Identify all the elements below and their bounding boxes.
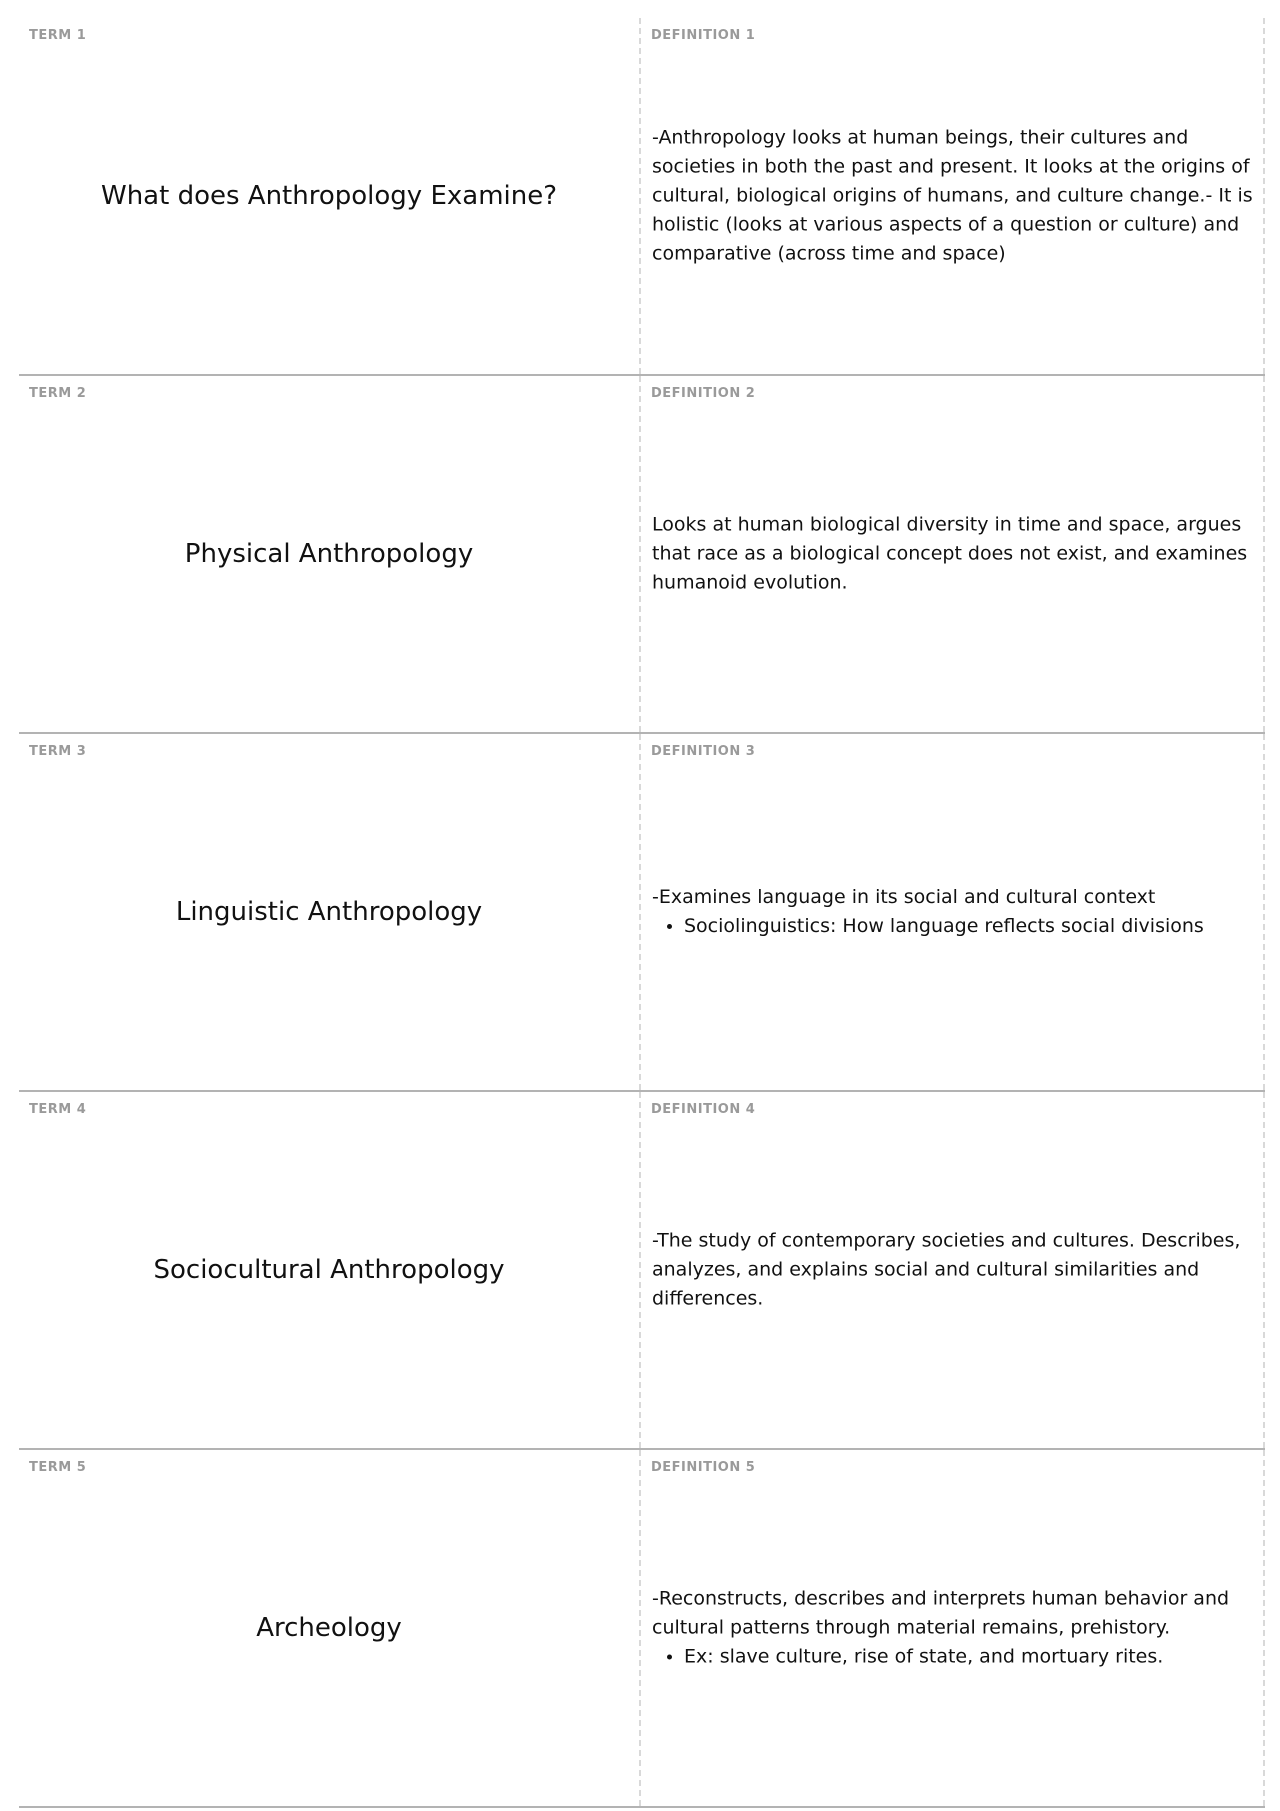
term-cell — [19, 376, 641, 732]
definition-cell — [641, 376, 1265, 732]
term-text: Archeology — [256, 1613, 402, 1643]
definition-bullet: • Ex: slave culture, rise of state, and mortuary rites. — [684, 1643, 1257, 1672]
definition-body — [652, 1585, 1257, 1672]
flashcard-row — [19, 376, 1265, 734]
term-cell — [19, 18, 641, 374]
definition-cell — [641, 18, 1265, 374]
flashcard-row — [19, 18, 1265, 376]
term-label: TERM 4 — [29, 1102, 87, 1117]
definition-label: DEFINITION 1 — [651, 28, 756, 43]
definition-label: DEFINITION 3 — [651, 744, 756, 759]
definition-body — [652, 1227, 1257, 1314]
definition-label: DEFINITION 4 — [651, 1102, 756, 1117]
definition-body — [652, 883, 1257, 941]
definition-bullet: • Sociolinguistics: How language reflects social divisions — [684, 912, 1257, 941]
definition-bullet-list — [652, 1643, 1257, 1672]
definition-body — [652, 511, 1257, 598]
term-text: Linguistic Anthropology — [175, 897, 483, 927]
definition-text: -The study of contemporary societies and cultures. Describes, analyzes, and explains social and cultural similarities and differences. — [652, 1229, 1241, 1310]
definition-text: -Examines language in its social and cultural context — [652, 886, 1156, 908]
flashcard-sheet — [19, 18, 1265, 1808]
definition-label: DEFINITION 5 — [651, 1460, 756, 1475]
term-label: TERM 2 — [29, 386, 87, 401]
definition-body — [652, 124, 1257, 269]
term-label: TERM 3 — [29, 744, 87, 759]
definition-text: Looks at human biological diversity in time and space, argues that race as a biological concept does not exist, and examines humanoid evolution. — [652, 513, 1248, 594]
definition-bullet-list — [652, 912, 1257, 941]
definition-label: DEFINITION 2 — [651, 386, 756, 401]
definition-text: -Reconstructs, describes and interprets human behavior and cultural patterns through material remains, prehistory. — [652, 1587, 1230, 1639]
flashcard-row — [19, 734, 1265, 1092]
term-cell — [19, 734, 641, 1090]
term-text: Physical Anthropology — [184, 539, 474, 569]
term-label: TERM 5 — [29, 1460, 87, 1475]
term-text: What does Anthropology Examine? — [100, 181, 558, 211]
definition-cell — [641, 734, 1265, 1090]
term-text: Sociocultural Anthropology — [153, 1255, 505, 1285]
term-cell — [19, 1092, 641, 1448]
flashcard-row — [19, 1092, 1265, 1450]
definition-cell — [641, 1092, 1265, 1448]
term-cell — [19, 1450, 641, 1806]
definition-cell — [641, 1450, 1265, 1806]
definition-text: -Anthropology looks at human beings, their cultures and societies in both the past and present. It looks at the origins of cultural, biological origins of humans, and culture change.- It is holistic (looks at various aspects of a question or culture) and comparative (across time and space) — [652, 126, 1253, 265]
term-label: TERM 1 — [29, 28, 87, 43]
flashcard-row — [19, 1450, 1265, 1808]
